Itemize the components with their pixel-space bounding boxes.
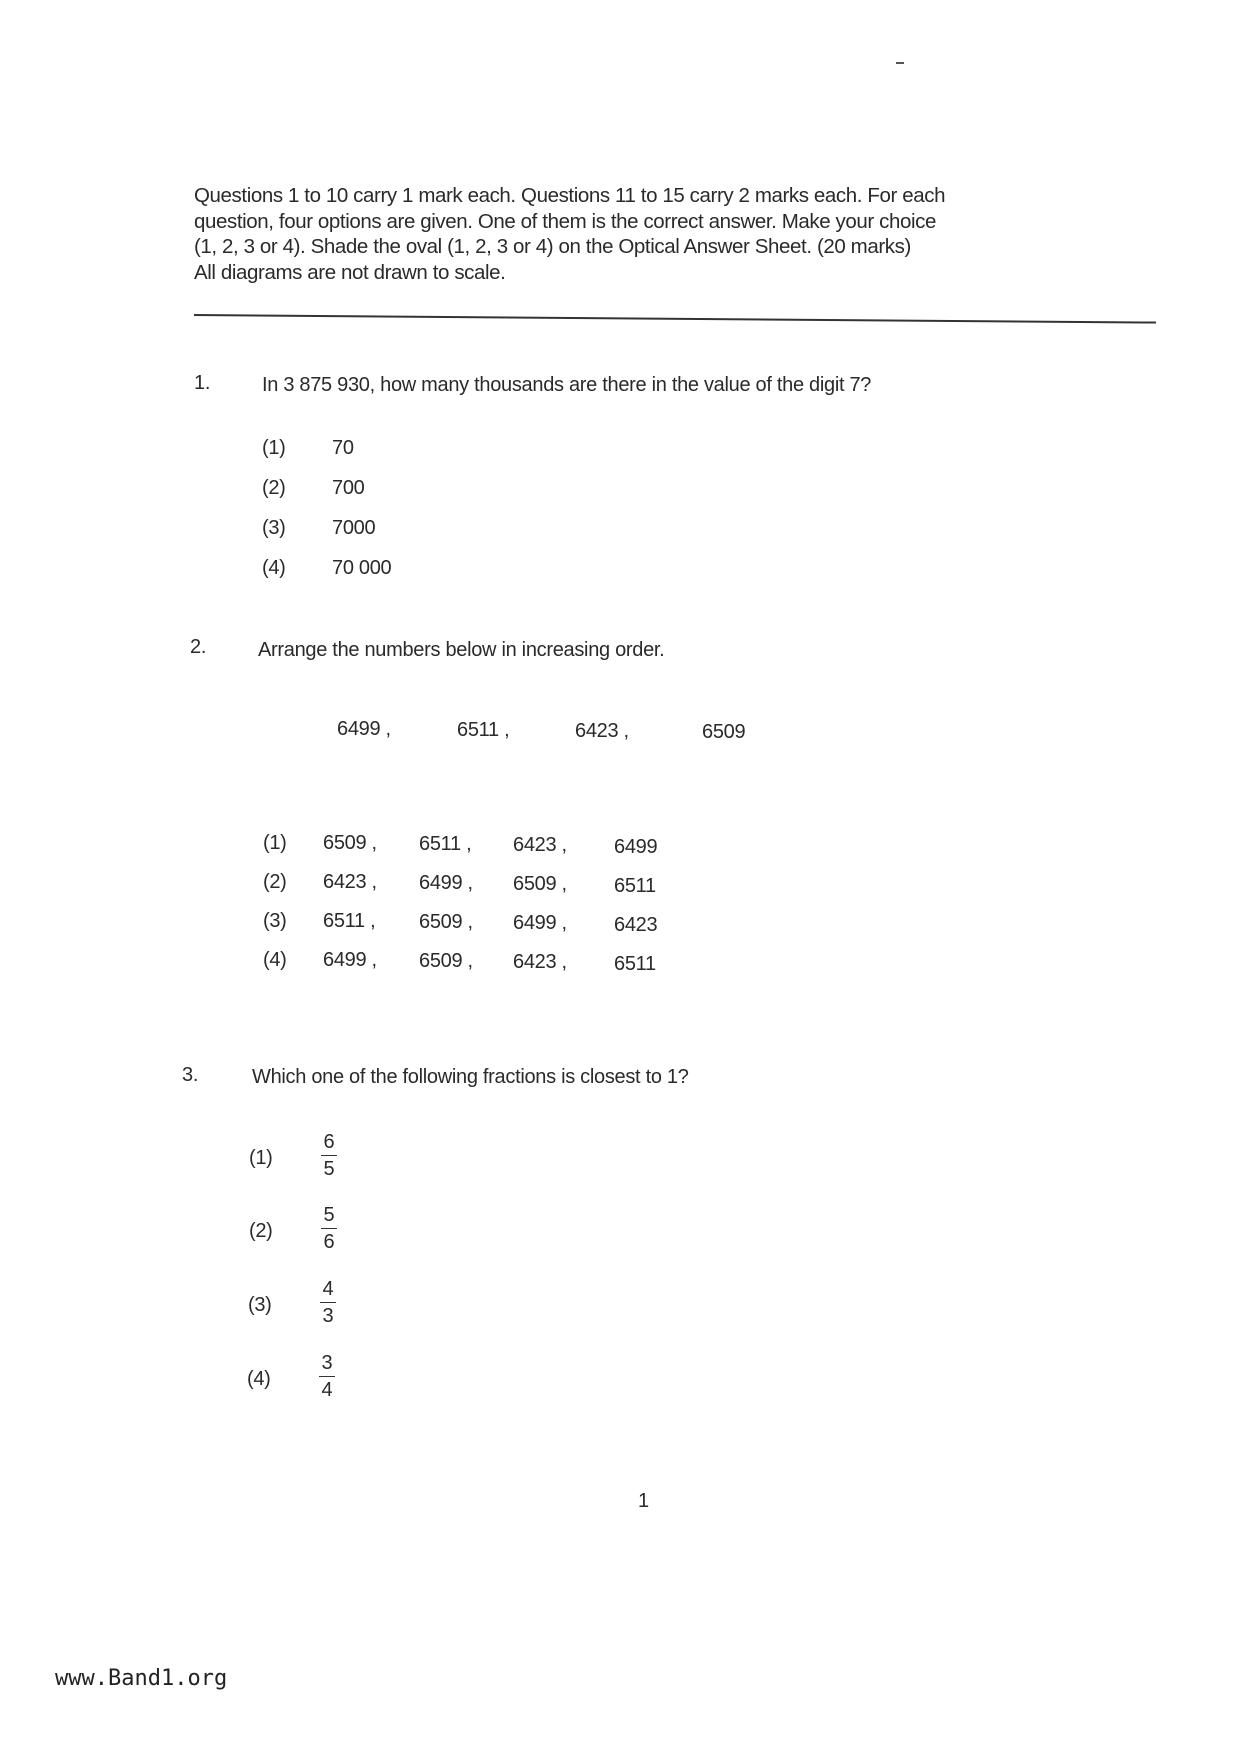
- question-text: Arrange the numbers below in increasing order.: [258, 639, 665, 661]
- option-label: (3): [263, 910, 287, 932]
- number-item: 6423 ,: [575, 720, 629, 742]
- option-label: (3): [262, 517, 286, 539]
- number-item: 6499 ,: [337, 718, 391, 740]
- instruction-line: question, four options are given. One of them is the correct answer. Make your choice: [194, 209, 936, 233]
- option-value: 6511 ,: [419, 833, 472, 855]
- instruction-line: (1, 2, 3 or 4). Shade the oval (1, 2, 3 or 4) on the Optical Answer Sheet. (20 marks): [194, 235, 911, 258]
- question-number: 3.: [182, 1064, 199, 1086]
- option-label: (4): [247, 1368, 271, 1390]
- option-value: 70 000: [332, 557, 392, 579]
- option-value: 6509 ,: [323, 832, 377, 854]
- option-value: 6423 ,: [323, 871, 377, 893]
- fraction-bar: [320, 1302, 336, 1303]
- fraction: [320, 1278, 336, 1327]
- numerator: 3: [321, 1352, 333, 1374]
- number-item: 6509: [702, 721, 746, 743]
- option-value: 70: [332, 437, 354, 459]
- fraction: [321, 1131, 337, 1180]
- fraction-bar: [319, 1376, 335, 1377]
- question-number: 2.: [190, 636, 207, 658]
- divider: [194, 314, 1156, 324]
- scan-mark: [896, 62, 904, 64]
- option-label: (1): [262, 437, 286, 459]
- denominator: 6: [323, 1231, 335, 1253]
- fraction: [321, 1204, 337, 1253]
- fraction-bar: [321, 1155, 337, 1156]
- number-item: 6511 ,: [457, 719, 510, 741]
- option-value: 6509 ,: [419, 911, 473, 933]
- option-value: 6423 ,: [513, 951, 567, 973]
- option-value: 6511: [614, 875, 656, 897]
- question-number: 1.: [194, 372, 211, 394]
- option-value: 6511: [614, 953, 656, 975]
- option-value: 6423 ,: [513, 834, 567, 856]
- question-text: Which one of the following fractions is closest to 1?: [252, 1066, 689, 1088]
- option-value: 6509 ,: [513, 873, 567, 895]
- option-label: (1): [249, 1147, 273, 1169]
- option-value: 6499 ,: [513, 912, 567, 934]
- fraction-bar: [321, 1228, 337, 1229]
- option-label: (3): [248, 1294, 272, 1316]
- denominator: 4: [321, 1379, 333, 1401]
- option-value: 6499: [614, 836, 658, 858]
- option-label: (1): [263, 832, 287, 854]
- option-label: (2): [263, 871, 287, 893]
- option-value: 6511 ,: [323, 910, 376, 932]
- option-value: 6499 ,: [323, 949, 377, 971]
- instructions: [194, 183, 1094, 285]
- option-value: 6499 ,: [419, 872, 473, 894]
- option-label: (2): [262, 477, 286, 499]
- footer-url: www.Band1.org: [55, 1666, 228, 1691]
- question-text: In 3 875 930, how many thousands are there in the value of the digit 7?: [262, 374, 872, 396]
- numerator: 4: [322, 1278, 334, 1300]
- denominator: 3: [322, 1305, 334, 1327]
- denominator: 5: [323, 1158, 335, 1180]
- page-number: 1: [638, 1490, 649, 1512]
- instruction-line: Questions 1 to 10 carry 1 mark each. Questions 11 to 15 carry 2 marks each. For each: [194, 184, 946, 207]
- numerator: 5: [323, 1204, 335, 1226]
- fraction: [319, 1352, 335, 1401]
- numerator: 6: [323, 1131, 335, 1153]
- option-label: (2): [249, 1220, 273, 1242]
- option-value: 6509 ,: [419, 950, 473, 972]
- option-label: (4): [263, 949, 287, 971]
- option-label: (4): [262, 557, 286, 579]
- instruction-line: All diagrams are not drawn to scale.: [194, 260, 506, 284]
- option-value: 6423: [614, 914, 658, 936]
- option-value: 7000: [332, 517, 376, 539]
- option-value: 700: [332, 477, 365, 499]
